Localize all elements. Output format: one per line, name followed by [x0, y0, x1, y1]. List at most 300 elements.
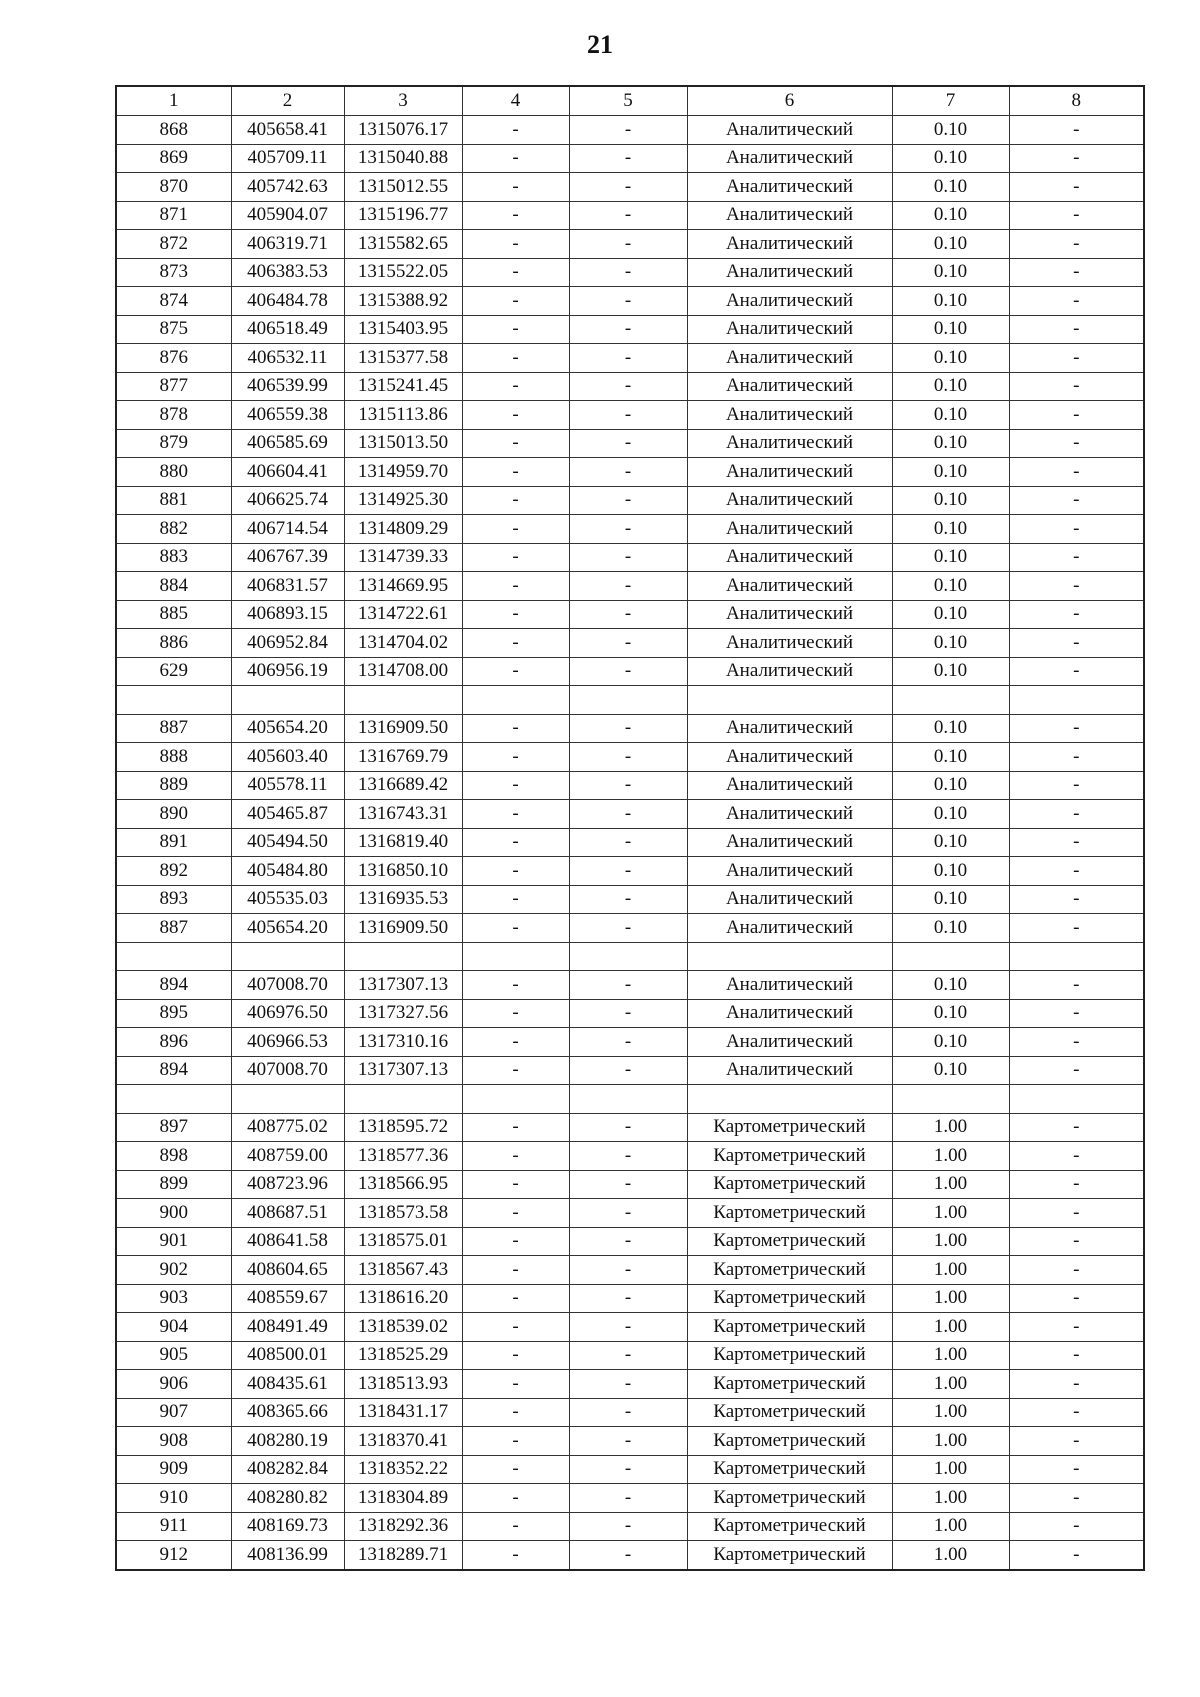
- cell-col-5-value: -: [569, 885, 687, 914]
- cell-y-coordinate: 1317307.13: [344, 1056, 462, 1085]
- cell-col-4-value: -: [462, 116, 569, 145]
- cell-point-number: 874: [116, 287, 231, 316]
- cell-x-coordinate: [231, 942, 344, 971]
- cell-col-5-value: -: [569, 344, 687, 373]
- table-row: [116, 401, 1144, 430]
- cell-col-4-value: -: [462, 743, 569, 772]
- cell-col-5-value: -: [569, 1313, 687, 1342]
- cell-precision: 0.10: [892, 857, 1009, 886]
- cell-method: Аналитический: [687, 743, 892, 772]
- table-separator-row: [116, 942, 1144, 971]
- cell-col-8-value: -: [1009, 344, 1144, 373]
- table-row: [116, 1028, 1144, 1057]
- cell-point-number: 870: [116, 173, 231, 202]
- cell-method: Аналитический: [687, 344, 892, 373]
- cell-col-5-value: -: [569, 1113, 687, 1142]
- cell-y-coordinate: 1315582.65: [344, 230, 462, 259]
- cell-precision: 0.10: [892, 771, 1009, 800]
- cell-precision: 0.10: [892, 572, 1009, 601]
- table-row: [116, 1256, 1144, 1285]
- cell-col-8-value: -: [1009, 1199, 1144, 1228]
- cell-col-8-value: -: [1009, 144, 1144, 173]
- cell-precision: 1.00: [892, 1227, 1009, 1256]
- cell-precision: 0.10: [892, 287, 1009, 316]
- cell-col-5-value: -: [569, 914, 687, 943]
- cell-method: Аналитический: [687, 429, 892, 458]
- cell-point-number: 879: [116, 429, 231, 458]
- table-row: [116, 258, 1144, 287]
- cell-col-4-value: -: [462, 1256, 569, 1285]
- cell-col-4-value: -: [462, 800, 569, 829]
- cell-point-number: 875: [116, 315, 231, 344]
- cell-x-coordinate: 406585.69: [231, 429, 344, 458]
- cell-col-4-value: -: [462, 1142, 569, 1171]
- cell-col-8-value: -: [1009, 1170, 1144, 1199]
- table-row: [116, 144, 1144, 173]
- cell-col-4-value: [462, 1085, 569, 1114]
- cell-col-4-value: -: [462, 1313, 569, 1342]
- cell-col-5-value: -: [569, 1541, 687, 1570]
- cell-col-8-value: -: [1009, 999, 1144, 1028]
- cell-method: [687, 686, 892, 715]
- cell-x-coordinate: 405603.40: [231, 743, 344, 772]
- cell-precision: 0.10: [892, 743, 1009, 772]
- cell-col-4-value: -: [462, 1341, 569, 1370]
- cell-col-4-value: -: [462, 914, 569, 943]
- cell-col-8-value: -: [1009, 857, 1144, 886]
- cell-col-5-value: -: [569, 543, 687, 572]
- cell-method: Аналитический: [687, 914, 892, 943]
- cell-point-number: 887: [116, 914, 231, 943]
- cell-col-5-value: -: [569, 971, 687, 1000]
- cell-col-8-value: -: [1009, 315, 1144, 344]
- table-row: [116, 458, 1144, 487]
- cell-y-coordinate: [344, 942, 462, 971]
- cell-col-4-value: -: [462, 144, 569, 173]
- cell-col-4-value: -: [462, 230, 569, 259]
- cell-col-4-value: -: [462, 1512, 569, 1541]
- cell-col-5-value: -: [569, 1170, 687, 1199]
- cell-x-coordinate: 405578.11: [231, 771, 344, 800]
- cell-col-8-value: -: [1009, 1227, 1144, 1256]
- cell-x-coordinate: 406539.99: [231, 372, 344, 401]
- cell-precision: 1.00: [892, 1512, 1009, 1541]
- cell-method: Аналитический: [687, 657, 892, 686]
- cell-col-5-value: [569, 1085, 687, 1114]
- cell-col-8-value: -: [1009, 486, 1144, 515]
- cell-method: Аналитический: [687, 458, 892, 487]
- cell-method: Аналитический: [687, 1056, 892, 1085]
- cell-col-5-value: -: [569, 714, 687, 743]
- cell-x-coordinate: 408641.58: [231, 1227, 344, 1256]
- cell-method: Аналитический: [687, 230, 892, 259]
- column-header-6: 6: [687, 86, 892, 116]
- cell-y-coordinate: 1314739.33: [344, 543, 462, 572]
- cell-point-number: 894: [116, 1056, 231, 1085]
- cell-precision: 1.00: [892, 1541, 1009, 1570]
- cell-precision: 0.10: [892, 600, 1009, 629]
- cell-y-coordinate: 1316909.50: [344, 914, 462, 943]
- cell-col-4-value: -: [462, 372, 569, 401]
- cell-method: Аналитический: [687, 572, 892, 601]
- cell-col-5-value: -: [569, 1142, 687, 1171]
- cell-precision: 0.10: [892, 116, 1009, 145]
- cell-precision: 0.10: [892, 714, 1009, 743]
- cell-point-number: 890: [116, 800, 231, 829]
- cell-col-8-value: -: [1009, 458, 1144, 487]
- cell-precision: 1.00: [892, 1370, 1009, 1399]
- cell-col-8-value: -: [1009, 230, 1144, 259]
- cell-method: Аналитический: [687, 857, 892, 886]
- cell-col-5-value: -: [569, 1256, 687, 1285]
- cell-col-4-value: -: [462, 771, 569, 800]
- cell-y-coordinate: 1315377.58: [344, 344, 462, 373]
- cell-col-4-value: -: [462, 1455, 569, 1484]
- cell-y-coordinate: 1315388.92: [344, 287, 462, 316]
- cell-col-5-value: -: [569, 1341, 687, 1370]
- cell-col-5-value: -: [569, 600, 687, 629]
- cell-col-4-value: -: [462, 1284, 569, 1313]
- cell-col-5-value: -: [569, 828, 687, 857]
- table-row: [116, 543, 1144, 572]
- cell-x-coordinate: 408687.51: [231, 1199, 344, 1228]
- cell-method: [687, 1085, 892, 1114]
- cell-col-4-value: -: [462, 1199, 569, 1228]
- cell-point-number: [116, 686, 231, 715]
- cell-x-coordinate: 405904.07: [231, 201, 344, 230]
- cell-col-8-value: -: [1009, 714, 1144, 743]
- cell-col-4-value: -: [462, 344, 569, 373]
- cell-col-8-value: -: [1009, 600, 1144, 629]
- cell-y-coordinate: 1318616.20: [344, 1284, 462, 1313]
- table-row: [116, 1370, 1144, 1399]
- cell-point-number: 872: [116, 230, 231, 259]
- cell-method: Аналитический: [687, 771, 892, 800]
- cell-point-number: 912: [116, 1541, 231, 1570]
- table-row: [116, 1313, 1144, 1342]
- cell-col-8-value: -: [1009, 1256, 1144, 1285]
- cell-col-8-value: -: [1009, 885, 1144, 914]
- cell-point-number: 877: [116, 372, 231, 401]
- cell-col-4-value: -: [462, 1227, 569, 1256]
- cell-y-coordinate: [344, 1085, 462, 1114]
- cell-col-5-value: -: [569, 1427, 687, 1456]
- cell-col-5-value: -: [569, 857, 687, 886]
- cell-x-coordinate: 408365.66: [231, 1398, 344, 1427]
- cell-col-8-value: -: [1009, 800, 1144, 829]
- cell-x-coordinate: 406831.57: [231, 572, 344, 601]
- cell-precision: 0.10: [892, 657, 1009, 686]
- cell-y-coordinate: 1318304.89: [344, 1484, 462, 1513]
- cell-col-5-value: -: [569, 1227, 687, 1256]
- cell-method: Картометрический: [687, 1284, 892, 1313]
- cell-y-coordinate: 1314708.00: [344, 657, 462, 686]
- table-row: [116, 1142, 1144, 1171]
- cell-precision: 0.10: [892, 999, 1009, 1028]
- cell-col-5-value: -: [569, 1398, 687, 1427]
- cell-point-number: 905: [116, 1341, 231, 1370]
- table-row: [116, 600, 1144, 629]
- cell-col-4-value: -: [462, 1370, 569, 1399]
- cell-col-4-value: -: [462, 429, 569, 458]
- cell-x-coordinate: 406956.19: [231, 657, 344, 686]
- cell-point-number: 906: [116, 1370, 231, 1399]
- cell-x-coordinate: 408280.19: [231, 1427, 344, 1456]
- cell-method: Картометрический: [687, 1142, 892, 1171]
- cell-method: Картометрический: [687, 1199, 892, 1228]
- cell-x-coordinate: 406714.54: [231, 515, 344, 544]
- cell-point-number: 896: [116, 1028, 231, 1057]
- cell-col-4-value: -: [462, 857, 569, 886]
- cell-col-8-value: [1009, 942, 1144, 971]
- cell-precision: 1.00: [892, 1113, 1009, 1142]
- cell-precision: 1.00: [892, 1427, 1009, 1456]
- cell-point-number: 878: [116, 401, 231, 430]
- table-row: [116, 714, 1144, 743]
- cell-x-coordinate: 406319.71: [231, 230, 344, 259]
- table-row: [116, 999, 1144, 1028]
- cell-col-8-value: -: [1009, 201, 1144, 230]
- cell-point-number: 908: [116, 1427, 231, 1456]
- table-row: [116, 828, 1144, 857]
- table-row: [116, 743, 1144, 772]
- cell-col-8-value: -: [1009, 401, 1144, 430]
- cell-precision: 0.10: [892, 372, 1009, 401]
- cell-col-5-value: -: [569, 1028, 687, 1057]
- cell-precision: [892, 942, 1009, 971]
- table-row: [116, 1427, 1144, 1456]
- table-row: [116, 629, 1144, 658]
- cell-col-4-value: -: [462, 714, 569, 743]
- cell-col-4-value: -: [462, 1398, 569, 1427]
- table-row: [116, 800, 1144, 829]
- cell-y-coordinate: 1318289.71: [344, 1541, 462, 1570]
- cell-method: Аналитический: [687, 144, 892, 173]
- column-header-3: 3: [344, 86, 462, 116]
- cell-method: Картометрический: [687, 1398, 892, 1427]
- cell-col-4-value: -: [462, 401, 569, 430]
- cell-point-number: 629: [116, 657, 231, 686]
- cell-precision: 0.10: [892, 201, 1009, 230]
- cell-x-coordinate: 406767.39: [231, 543, 344, 572]
- cell-point-number: [116, 942, 231, 971]
- page-number: 21: [587, 30, 613, 59]
- cell-x-coordinate: 407008.70: [231, 971, 344, 1000]
- cell-method: Картометрический: [687, 1370, 892, 1399]
- cell-point-number: 895: [116, 999, 231, 1028]
- cell-x-coordinate: 408559.67: [231, 1284, 344, 1313]
- cell-method: Аналитический: [687, 828, 892, 857]
- cell-col-8-value: -: [1009, 1056, 1144, 1085]
- cell-col-5-value: -: [569, 515, 687, 544]
- cell-precision: 1.00: [892, 1284, 1009, 1313]
- cell-col-8-value: -: [1009, 429, 1144, 458]
- column-header-7: 7: [892, 86, 1009, 116]
- cell-point-number: 889: [116, 771, 231, 800]
- cell-point-number: 876: [116, 344, 231, 373]
- cell-precision: 0.10: [892, 1056, 1009, 1085]
- cell-y-coordinate: 1316819.40: [344, 828, 462, 857]
- cell-col-5-value: -: [569, 1512, 687, 1541]
- cell-method: Картометрический: [687, 1227, 892, 1256]
- cell-col-8-value: -: [1009, 543, 1144, 572]
- cell-point-number: 887: [116, 714, 231, 743]
- table-row: [116, 1170, 1144, 1199]
- cell-col-4-value: -: [462, 657, 569, 686]
- cell-point-number: 871: [116, 201, 231, 230]
- cell-precision: 0.10: [892, 885, 1009, 914]
- cell-y-coordinate: 1318595.72: [344, 1113, 462, 1142]
- cell-precision: 1.00: [892, 1398, 1009, 1427]
- cell-method: Картометрический: [687, 1512, 892, 1541]
- cell-x-coordinate: 408280.82: [231, 1484, 344, 1513]
- cell-y-coordinate: 1315403.95: [344, 315, 462, 344]
- cell-precision: 0.10: [892, 515, 1009, 544]
- table-row: [116, 885, 1144, 914]
- cell-col-5-value: -: [569, 315, 687, 344]
- cell-col-8-value: -: [1009, 1028, 1144, 1057]
- cell-point-number: 885: [116, 600, 231, 629]
- cell-point-number: 880: [116, 458, 231, 487]
- cell-col-5-value: -: [569, 629, 687, 658]
- cell-col-8-value: -: [1009, 1284, 1144, 1313]
- cell-y-coordinate: 1314669.95: [344, 572, 462, 601]
- table-row: [116, 971, 1144, 1000]
- cell-col-8-value: -: [1009, 1313, 1144, 1342]
- cell-precision: 1.00: [892, 1313, 1009, 1342]
- cell-y-coordinate: 1315113.86: [344, 401, 462, 430]
- cell-col-5-value: -: [569, 173, 687, 202]
- cell-col-4-value: [462, 686, 569, 715]
- cell-col-4-value: -: [462, 1541, 569, 1570]
- cell-y-coordinate: 1314722.61: [344, 600, 462, 629]
- cell-y-coordinate: 1317310.16: [344, 1028, 462, 1057]
- table-row: [116, 914, 1144, 943]
- cell-col-4-value: -: [462, 1170, 569, 1199]
- table-row: [116, 372, 1144, 401]
- table-row: [116, 201, 1144, 230]
- cell-y-coordinate: 1316689.42: [344, 771, 462, 800]
- cell-point-number: 909: [116, 1455, 231, 1484]
- table-body: [116, 116, 1144, 1570]
- column-header-8: 8: [1009, 86, 1144, 116]
- cell-point-number: 898: [116, 1142, 231, 1171]
- cell-x-coordinate: 405535.03: [231, 885, 344, 914]
- cell-y-coordinate: 1314704.02: [344, 629, 462, 658]
- cell-col-4-value: -: [462, 315, 569, 344]
- table-row: [116, 771, 1144, 800]
- cell-point-number: [116, 1085, 231, 1114]
- cell-x-coordinate: 406976.50: [231, 999, 344, 1028]
- cell-method: Картометрический: [687, 1113, 892, 1142]
- table-header-row: [116, 86, 1144, 116]
- cell-point-number: 886: [116, 629, 231, 658]
- cell-precision: 0.10: [892, 486, 1009, 515]
- cell-x-coordinate: 405494.50: [231, 828, 344, 857]
- cell-y-coordinate: 1318431.17: [344, 1398, 462, 1427]
- cell-col-8-value: -: [1009, 828, 1144, 857]
- cell-y-coordinate: [344, 686, 462, 715]
- cell-point-number: 892: [116, 857, 231, 886]
- cell-x-coordinate: 406484.78: [231, 287, 344, 316]
- cell-point-number: 873: [116, 258, 231, 287]
- cell-col-8-value: -: [1009, 1455, 1144, 1484]
- cell-method: Аналитический: [687, 999, 892, 1028]
- cell-method: Аналитический: [687, 714, 892, 743]
- cell-col-4-value: -: [462, 629, 569, 658]
- cell-point-number: 897: [116, 1113, 231, 1142]
- cell-y-coordinate: 1315522.05: [344, 258, 462, 287]
- cell-col-5-value: [569, 942, 687, 971]
- cell-col-8-value: -: [1009, 743, 1144, 772]
- cell-y-coordinate: 1318566.95: [344, 1170, 462, 1199]
- cell-col-4-value: -: [462, 543, 569, 572]
- cell-point-number: 902: [116, 1256, 231, 1285]
- cell-precision: 0.10: [892, 144, 1009, 173]
- cell-col-8-value: -: [1009, 1113, 1144, 1142]
- cell-x-coordinate: 408435.61: [231, 1370, 344, 1399]
- table-row: [116, 1541, 1144, 1570]
- cell-x-coordinate: 406383.53: [231, 258, 344, 287]
- cell-y-coordinate: 1314809.29: [344, 515, 462, 544]
- cell-col-4-value: -: [462, 600, 569, 629]
- cell-col-8-value: -: [1009, 1142, 1144, 1171]
- cell-method: Аналитический: [687, 116, 892, 145]
- cell-col-5-value: -: [569, 1455, 687, 1484]
- table-row: [116, 287, 1144, 316]
- cell-x-coordinate: 406966.53: [231, 1028, 344, 1057]
- cell-point-number: 888: [116, 743, 231, 772]
- cell-col-4-value: -: [462, 1028, 569, 1057]
- cell-point-number: 869: [116, 144, 231, 173]
- cell-col-5-value: -: [569, 771, 687, 800]
- cell-y-coordinate: 1316769.79: [344, 743, 462, 772]
- cell-precision: 0.10: [892, 315, 1009, 344]
- cell-col-5-value: -: [569, 1056, 687, 1085]
- cell-method: Аналитический: [687, 543, 892, 572]
- cell-precision: [892, 1085, 1009, 1114]
- coordinates-table: [115, 85, 1145, 1571]
- cell-precision: 0.10: [892, 344, 1009, 373]
- cell-point-number: 911: [116, 1512, 231, 1541]
- cell-method: Картометрический: [687, 1541, 892, 1570]
- table-row: [116, 116, 1144, 145]
- cell-method: Аналитический: [687, 800, 892, 829]
- cell-col-4-value: -: [462, 1056, 569, 1085]
- cell-point-number: 894: [116, 971, 231, 1000]
- cell-col-5-value: -: [569, 572, 687, 601]
- cell-y-coordinate: 1318352.22: [344, 1455, 462, 1484]
- cell-col-8-value: -: [1009, 1512, 1144, 1541]
- cell-y-coordinate: 1318370.41: [344, 1427, 462, 1456]
- cell-y-coordinate: 1315196.77: [344, 201, 462, 230]
- cell-col-8-value: -: [1009, 971, 1144, 1000]
- table-row: [116, 1284, 1144, 1313]
- cell-x-coordinate: 408500.01: [231, 1341, 344, 1370]
- cell-y-coordinate: 1318292.36: [344, 1512, 462, 1541]
- cell-method: Аналитический: [687, 401, 892, 430]
- cell-point-number: 893: [116, 885, 231, 914]
- cell-y-coordinate: 1318525.29: [344, 1341, 462, 1370]
- cell-y-coordinate: 1318577.36: [344, 1142, 462, 1171]
- cell-precision: 0.10: [892, 458, 1009, 487]
- cell-precision: 1.00: [892, 1341, 1009, 1370]
- cell-col-8-value: -: [1009, 1370, 1144, 1399]
- cell-col-4-value: -: [462, 971, 569, 1000]
- cell-col-4-value: -: [462, 885, 569, 914]
- cell-col-5-value: -: [569, 372, 687, 401]
- cell-y-coordinate: 1314925.30: [344, 486, 462, 515]
